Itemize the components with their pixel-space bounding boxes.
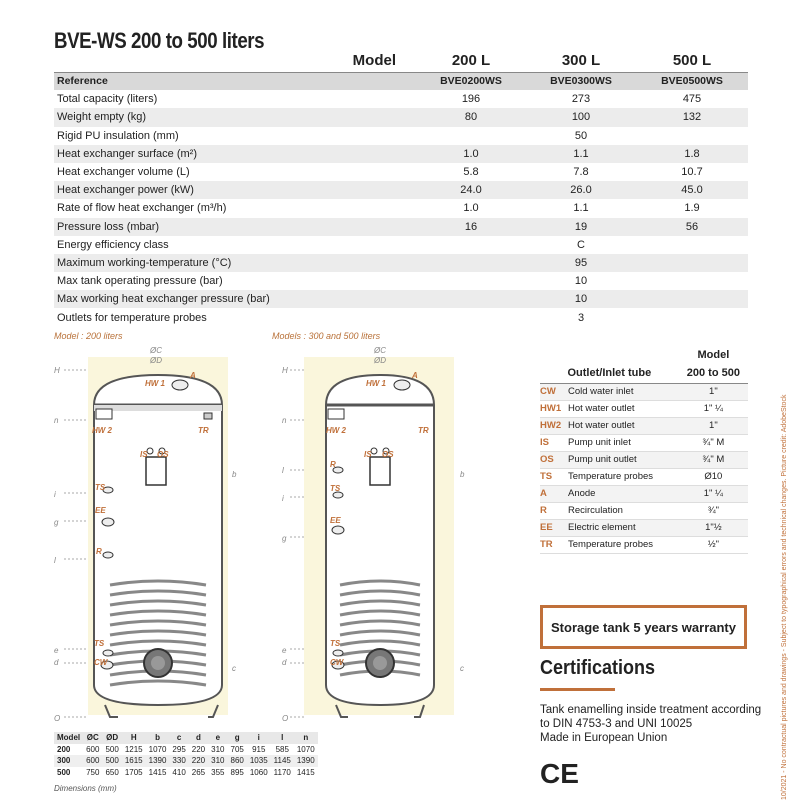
dims-cell: 600 bbox=[86, 744, 100, 754]
dims-cell: 585 bbox=[275, 744, 289, 754]
dims-cell: 1070 bbox=[296, 744, 315, 754]
dim-label: n bbox=[282, 416, 287, 425]
legend-desc: Hot water outlet bbox=[568, 417, 679, 434]
spec-cell: BVE0500WS bbox=[636, 72, 748, 90]
spec-cell: 7.8 bbox=[573, 166, 589, 179]
dim-label: l bbox=[282, 466, 284, 475]
spec-cell: 10.7 bbox=[681, 166, 703, 179]
tank-diagram-200 bbox=[50, 345, 270, 725]
dims-cell: 1215 bbox=[124, 744, 143, 754]
dim-label: b bbox=[460, 470, 465, 479]
port-label: A bbox=[412, 371, 418, 380]
dims-cell: 1070 bbox=[148, 744, 167, 754]
spec-label: Weight empty (kg) bbox=[54, 108, 416, 126]
dims-cell: 705 bbox=[230, 744, 244, 754]
spec-model-label: Model bbox=[54, 50, 416, 72]
legend-val: 1" ¼ bbox=[679, 400, 748, 417]
port-label: TR bbox=[198, 426, 209, 435]
spec-row bbox=[54, 272, 748, 290]
port-label: OS bbox=[382, 450, 394, 459]
spec-label: Rigid PU insulation (mm) bbox=[57, 129, 179, 142]
dim-label: d bbox=[282, 658, 287, 667]
spec-row bbox=[54, 145, 748, 163]
legend-row bbox=[540, 434, 748, 451]
spec-label: Max tank operating pressure (bar) bbox=[57, 275, 223, 288]
spec-cell: C bbox=[577, 238, 585, 251]
port-label: TS bbox=[330, 484, 341, 493]
dims-header: l bbox=[271, 732, 294, 744]
spec-row bbox=[54, 127, 748, 145]
port-label: HW 1 bbox=[366, 379, 386, 388]
legend-val: 1" ¼ bbox=[679, 485, 748, 502]
legend-col1: Outlet/Inlet tube bbox=[540, 364, 679, 383]
dims-header: H bbox=[122, 732, 146, 744]
spec-cell: 50 bbox=[574, 129, 588, 142]
spec-label: Max working heat exchanger pressure (bar) bbox=[54, 290, 416, 308]
legend-col2: 200 to 500 bbox=[679, 364, 748, 383]
dims-cell: 500 bbox=[105, 744, 119, 754]
legend-code: HW1 bbox=[540, 400, 568, 417]
dims-header: ØC bbox=[83, 732, 102, 744]
spec-row bbox=[54, 236, 748, 254]
dims-header: e bbox=[208, 732, 227, 744]
legend-code: OS bbox=[540, 451, 568, 468]
dims-header: Model bbox=[54, 732, 83, 744]
spec-cell: 19 bbox=[526, 218, 636, 236]
dims-row bbox=[54, 744, 318, 756]
spec-cell: 1.0 bbox=[463, 202, 479, 215]
spec-label: Outlets for temperature probes bbox=[57, 311, 207, 324]
dims-header: ØD bbox=[102, 732, 121, 744]
spec-cell: 196 bbox=[461, 93, 481, 106]
spec-model-300: 300 L bbox=[526, 50, 636, 72]
dim-label: O bbox=[282, 714, 289, 723]
port-label: R bbox=[330, 460, 336, 469]
dims-cell: 1035 bbox=[247, 755, 271, 767]
port-label: TS bbox=[95, 483, 106, 492]
port-label: TR bbox=[418, 426, 429, 435]
dims-cell: 410 bbox=[172, 767, 186, 777]
dim-label: ØD bbox=[374, 356, 386, 365]
legend-val: ½" bbox=[679, 536, 748, 553]
legend-val: 1" bbox=[679, 417, 748, 434]
dims-cell: 355 bbox=[211, 767, 225, 777]
spec-cell: 16 bbox=[416, 218, 526, 236]
dims-header: g bbox=[228, 732, 247, 744]
spec-row bbox=[54, 108, 748, 126]
diagram-caption-right: Models : 300 and 500 liters bbox=[272, 331, 381, 341]
dims-cell: 310 bbox=[211, 744, 225, 754]
dims-header: d bbox=[189, 732, 208, 744]
dims-cell: 295 bbox=[172, 744, 186, 754]
dim-label: c bbox=[460, 664, 464, 673]
spec-row bbox=[54, 199, 748, 217]
spec-cell: 3 bbox=[577, 311, 585, 324]
legend-code: TS bbox=[540, 468, 568, 485]
spec-row bbox=[54, 254, 748, 272]
spec-label: Pressure loss (mbar) bbox=[54, 218, 416, 236]
certifications-underline bbox=[540, 688, 615, 691]
dim-label: g bbox=[54, 518, 59, 527]
legend-desc: Temperature probes bbox=[568, 536, 679, 553]
legend-desc: Temperature probes bbox=[568, 468, 679, 485]
legend-val: ¾" M bbox=[679, 451, 748, 468]
dim-label: H bbox=[282, 366, 288, 375]
dim-label: ØC bbox=[374, 346, 386, 355]
dims-row bbox=[54, 767, 318, 779]
port-label: CW bbox=[330, 658, 344, 667]
spec-row bbox=[54, 163, 748, 181]
port-label: TS bbox=[330, 639, 341, 648]
legend-row bbox=[540, 451, 748, 468]
dims-cell: 1415 bbox=[296, 767, 315, 777]
spec-row-reference bbox=[54, 72, 748, 90]
dims-cell: 895 bbox=[230, 767, 244, 777]
spec-model-200: 200 L bbox=[416, 50, 526, 72]
spec-cell: 1.9 bbox=[684, 202, 700, 215]
warranty-box: Storage tank 5 years warranty bbox=[540, 605, 747, 649]
dims-cell: 220 bbox=[191, 744, 206, 754]
legend-row bbox=[540, 502, 748, 519]
spec-row bbox=[54, 181, 748, 199]
legend-row bbox=[540, 468, 748, 485]
spec-cell: 1.1 bbox=[526, 145, 636, 163]
port-label: OS bbox=[157, 450, 169, 459]
dims-cell: 1145 bbox=[271, 755, 294, 767]
legend-desc: Anode bbox=[568, 485, 679, 502]
port-label: A bbox=[190, 371, 196, 380]
legend-code: IS bbox=[540, 434, 568, 451]
legend-val: ¾" bbox=[679, 502, 748, 519]
dim-label: d bbox=[54, 658, 59, 667]
dims-cell: 750 bbox=[86, 767, 100, 777]
legend-row bbox=[540, 485, 748, 502]
page-title: BVE-WS 200 to 500 liters bbox=[54, 28, 265, 53]
spec-label: Heat exchanger surface (m²) bbox=[54, 145, 416, 163]
port-label: CW bbox=[94, 658, 108, 667]
dim-label: ØC bbox=[150, 346, 162, 355]
legend-code: TR bbox=[540, 536, 568, 553]
dimensions-caption: Dimensions (mm) bbox=[54, 784, 117, 793]
spec-cell: 475 bbox=[682, 93, 702, 106]
dims-cell: 200 bbox=[57, 744, 71, 754]
spec-cell: BVE0300WS bbox=[526, 72, 636, 90]
cert-line: Made in European Union bbox=[540, 732, 668, 744]
spec-cell: 95 bbox=[526, 254, 636, 272]
spec-label: Energy efficiency class bbox=[57, 238, 169, 251]
port-label: HW 2 bbox=[326, 426, 346, 435]
legend-row bbox=[540, 536, 748, 553]
dims-cell: 860 bbox=[228, 755, 247, 767]
spec-cell: 273 bbox=[571, 93, 591, 106]
spec-cell: 1.0 bbox=[416, 145, 526, 163]
certifications-text bbox=[540, 703, 770, 745]
outlet-legend-table bbox=[540, 345, 748, 554]
dim-label: c bbox=[232, 664, 236, 673]
dims-cell: 650 bbox=[105, 767, 119, 777]
legend-val: Ø10 bbox=[679, 468, 748, 485]
dims-cell: 1705 bbox=[124, 767, 143, 777]
dims-header: c bbox=[169, 732, 188, 744]
port-label: EE bbox=[330, 516, 341, 525]
dimensions-table bbox=[54, 732, 318, 778]
spec-table bbox=[54, 50, 748, 327]
spec-cell: 5.8 bbox=[463, 166, 479, 179]
dims-cell: 220 bbox=[189, 755, 208, 767]
legend-val: 1" bbox=[679, 383, 748, 400]
spec-label: Rate of flow heat exchanger (m³/h) bbox=[57, 202, 227, 215]
legend-row bbox=[540, 417, 748, 434]
diagram-caption-left: Model : 200 liters bbox=[54, 331, 123, 341]
spec-cell: 45.0 bbox=[636, 181, 748, 199]
spec-cell: 1.1 bbox=[573, 202, 589, 215]
dims-cell: 1415 bbox=[148, 767, 167, 777]
port-label: EE bbox=[95, 506, 106, 515]
dim-label: i bbox=[282, 494, 284, 503]
ce-mark: CE bbox=[540, 758, 579, 789]
spec-cell: BVE0200WS bbox=[416, 72, 526, 90]
legend-code: R bbox=[540, 502, 568, 519]
spec-cell: 100 bbox=[526, 108, 636, 126]
spec-cell: 10 bbox=[574, 275, 588, 288]
legend-desc: Electric element bbox=[568, 519, 679, 536]
port-label: IS bbox=[364, 450, 372, 459]
dims-row bbox=[54, 755, 318, 767]
spec-cell: 56 bbox=[636, 218, 748, 236]
dims-cell: 330 bbox=[169, 755, 188, 767]
legend-desc: Pump unit inlet bbox=[568, 434, 679, 451]
dim-label: b bbox=[232, 470, 237, 479]
legend-row bbox=[540, 383, 748, 400]
legend-row bbox=[540, 400, 748, 417]
cert-line: Tank enamelling inside treatment according to DIN 4753-3 and UNI 10025 bbox=[540, 704, 762, 730]
dims-header: i bbox=[247, 732, 271, 744]
spec-label: Heat exchanger volume (L) bbox=[57, 166, 190, 179]
legend-code: EE bbox=[540, 519, 568, 536]
legend-val: 1"½ bbox=[679, 519, 748, 536]
dim-label: l bbox=[54, 556, 56, 565]
dim-label: e bbox=[54, 646, 59, 655]
dims-cell: 310 bbox=[208, 755, 227, 767]
dims-cell: 500 bbox=[102, 755, 121, 767]
dims-cell: 1060 bbox=[249, 767, 268, 777]
spec-cell: 26.0 bbox=[526, 181, 636, 199]
dims-cell: 600 bbox=[83, 755, 102, 767]
dims-cell: 1170 bbox=[273, 767, 291, 777]
dims-cell: 1390 bbox=[294, 755, 318, 767]
port-label: HW 2 bbox=[92, 426, 112, 435]
spec-row bbox=[54, 308, 748, 326]
dim-label: O bbox=[54, 714, 61, 723]
port-label: R bbox=[96, 547, 102, 556]
spec-cell: 1.8 bbox=[636, 145, 748, 163]
legend-row bbox=[540, 519, 748, 536]
port-label: HW 1 bbox=[145, 379, 165, 388]
dims-cell: 1615 bbox=[122, 755, 146, 767]
dims-cell: 500 bbox=[57, 767, 71, 777]
spec-cell: 132 bbox=[636, 108, 748, 126]
spec-label: Reference bbox=[54, 72, 416, 90]
dim-label: e bbox=[282, 646, 287, 655]
port-label: TS bbox=[94, 639, 105, 648]
dim-label: i bbox=[54, 490, 56, 499]
dim-label: n bbox=[54, 416, 59, 425]
side-note: 10/2021 - No contractual pictures and drawings - Subject to typographical errors and technical changes. Picture credit: AdobeStock bbox=[781, 394, 788, 800]
dims-header: b bbox=[146, 732, 170, 744]
legend-val: ¾" M bbox=[679, 434, 748, 451]
dim-label: H bbox=[54, 366, 60, 375]
legend-code: HW2 bbox=[540, 417, 568, 434]
legend-desc: Hot water outlet bbox=[568, 400, 679, 417]
legend-desc: Cold water inlet bbox=[568, 383, 679, 400]
legend-code: A bbox=[540, 485, 568, 502]
certifications-title: Certifications bbox=[540, 657, 656, 679]
spec-row bbox=[54, 218, 748, 236]
spec-label: Heat exchanger power (kW) bbox=[54, 181, 416, 199]
tank-diagram-300-500 bbox=[268, 345, 488, 725]
dims-cell: 1390 bbox=[146, 755, 170, 767]
dim-label: ØD bbox=[150, 356, 162, 365]
spec-cell: 24.0 bbox=[416, 181, 526, 199]
dims-header: n bbox=[294, 732, 318, 744]
dim-label: g bbox=[282, 534, 287, 543]
legend-model-label: Model bbox=[697, 348, 730, 361]
legend-desc: Pump unit outlet bbox=[568, 451, 679, 468]
dims-cell: 300 bbox=[54, 755, 83, 767]
port-label: IS bbox=[140, 450, 148, 459]
spec-label: Total capacity (liters) bbox=[57, 93, 158, 106]
legend-code: CW bbox=[540, 383, 568, 400]
spec-row bbox=[54, 90, 748, 108]
spec-cell: 10 bbox=[526, 290, 636, 308]
dims-cell: 915 bbox=[252, 744, 266, 754]
spec-label: Maximum working-temperature (°C) bbox=[54, 254, 416, 272]
spec-cell: 80 bbox=[416, 108, 526, 126]
legend-desc: Recirculation bbox=[568, 502, 679, 519]
spec-model-500: 500 L bbox=[636, 50, 748, 72]
dims-cell: 265 bbox=[191, 767, 206, 777]
spec-row bbox=[54, 290, 748, 308]
